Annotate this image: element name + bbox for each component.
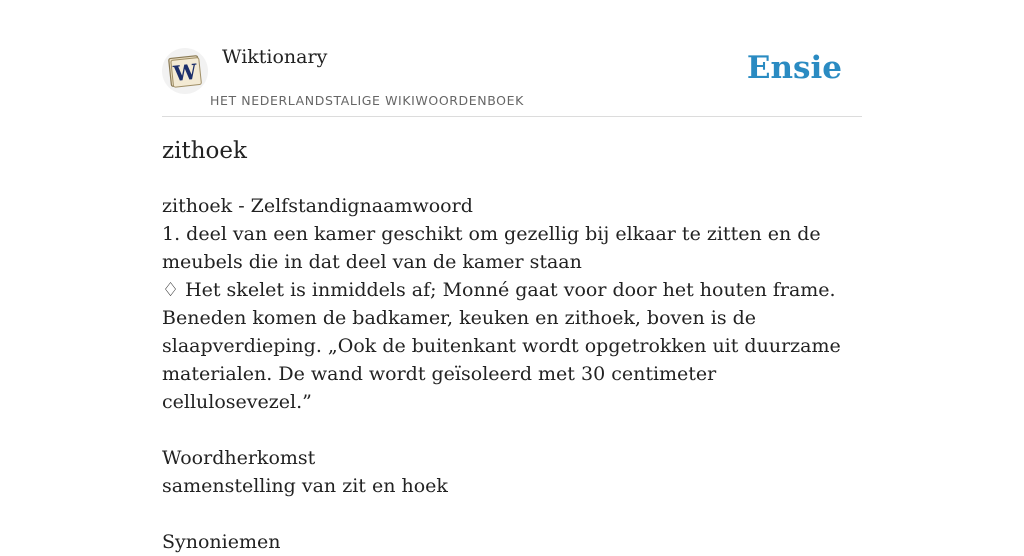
site-header xyxy=(162,40,862,117)
wiktionary-tile-icon xyxy=(167,53,203,89)
etymology-heading: Woordherkomst xyxy=(162,447,316,469)
spacer xyxy=(162,416,862,444)
site-tagline: HET NEDERLANDSTALIGE WIKIWOORDENBOEK xyxy=(210,93,524,108)
spacer xyxy=(162,500,862,528)
site-name[interactable]: Wiktionary xyxy=(222,46,328,68)
wiktionary-logo-icon[interactable] xyxy=(162,48,208,94)
synonyms-heading: Synoniemen xyxy=(162,531,281,553)
definition-text: 1. deel van een kamer geschikt om gezellig bij elkaar te zitten en de meubels die in dat deel van de kamer staan xyxy=(162,223,821,273)
entry-content xyxy=(162,192,862,556)
page-title: zithoek xyxy=(162,138,247,164)
etymology-text: samenstelling van zit en hoek xyxy=(162,475,448,497)
example-sentence: ♢ Het skelet is inmiddels af; Monné gaat voor door het houten frame. Beneden komen de badkamer, keuken en zithoek, boven is de slaapverdieping. „Ook de buitenkant wordt opgetrokken uit duurzame materialen. De wand wordt geïsoleerd met 30 centimeter cellulosevezel.” xyxy=(162,279,841,413)
part-of-speech-line: zithoek - Zelfstandignaamwoord xyxy=(162,195,473,217)
logo-letter: W xyxy=(172,58,199,87)
ensie-brand-logo[interactable]: Ensie xyxy=(746,50,842,86)
